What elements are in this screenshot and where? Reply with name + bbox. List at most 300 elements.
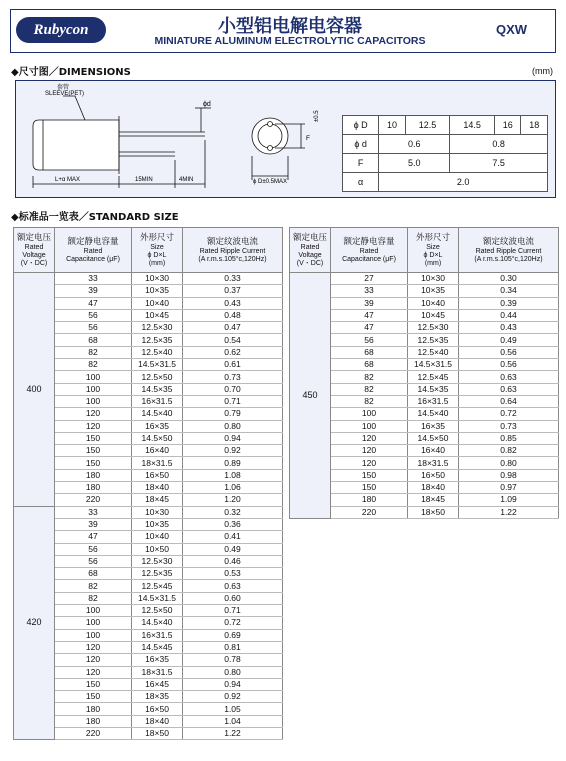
table-row — [14, 703, 283, 715]
table-row — [14, 691, 283, 703]
table-row — [290, 273, 559, 285]
table-row — [290, 420, 559, 432]
capacitance-cell: 39 — [55, 518, 132, 530]
size-header-line: Size — [426, 243, 440, 251]
capacitance-header-line: Rated — [83, 247, 103, 255]
dim-header-phiD: ϕ D — [343, 116, 379, 135]
size-cell: 10×35 — [408, 285, 459, 297]
capacitance-header — [55, 228, 132, 273]
volt-header-line: Voltage — [22, 251, 46, 259]
size-cell: 14.5×50 — [408, 432, 459, 444]
dimensions-unit: (mm) — [532, 66, 553, 76]
ripple-cell: 0.70 — [183, 383, 283, 395]
size-cell: 10×30 — [132, 273, 183, 285]
volt-header-line: Voltage — [298, 251, 322, 259]
size-header-line: ϕ D×L — [423, 251, 443, 259]
ripple-cell: 0.80 — [459, 457, 559, 469]
ripple-cell: 1.04 — [183, 715, 283, 727]
table-row — [14, 641, 283, 653]
ripple-cell: 0.92 — [183, 691, 283, 703]
table-row — [14, 334, 283, 346]
capacitance-cell: 150 — [331, 482, 408, 494]
ripple-cell: 0.43 — [183, 297, 283, 309]
capacitance-cell: 150 — [55, 691, 132, 703]
ripple-cell: 1.20 — [183, 494, 283, 506]
volt-header-line: Rated — [300, 243, 320, 251]
size-cell: 12.5×50 — [132, 371, 183, 383]
standard-size-title: ◆标准品一览表／STANDARD SIZE — [11, 212, 179, 223]
table-row — [14, 506, 283, 518]
table-row — [14, 518, 283, 530]
ripple-cell: 0.56 — [459, 346, 559, 358]
table-row — [14, 568, 283, 580]
table-row — [14, 420, 283, 432]
ripple-cell: 0.63 — [459, 383, 559, 395]
ripple-cell: 0.97 — [459, 482, 559, 494]
table-row — [14, 605, 283, 617]
ripple-cell: 0.94 — [183, 678, 283, 690]
capacitance-cell: 56 — [55, 555, 132, 567]
capacitance-cell: 68 — [331, 346, 408, 358]
table-row — [14, 715, 283, 727]
dimension-table — [342, 115, 548, 192]
size-cell: 18×40 — [132, 482, 183, 494]
size-cell: 12.5×30 — [132, 555, 183, 567]
ripple-header — [183, 228, 283, 273]
capacitance-header-line: 额定静电容量 — [67, 236, 119, 247]
size-cell: 16×35 — [132, 420, 183, 432]
capacitance-cell: 47 — [55, 531, 132, 543]
ripple-header-line: 额定纹波电流 — [206, 236, 258, 247]
size-cell: 12.5×50 — [132, 605, 183, 617]
ripple-cell: 0.71 — [183, 605, 283, 617]
ripple-cell: 0.80 — [183, 666, 283, 678]
rubycon-logo: Rubycon — [16, 17, 106, 43]
capacitance-header — [331, 228, 408, 273]
size-cell: 16×45 — [132, 678, 183, 690]
capacitance-header-line: Rated — [359, 247, 379, 255]
table-row — [14, 273, 283, 285]
capacitance-cell: 180 — [55, 482, 132, 494]
table-row — [14, 383, 283, 395]
size-cell: 10×30 — [408, 273, 459, 285]
table-row — [290, 322, 559, 334]
table-row — [290, 395, 559, 407]
capacitance-cell: 180 — [331, 494, 408, 506]
ripple-header-line: (A r.m.s.105°c,120Hz) — [198, 255, 267, 263]
capacitance-cell: 120 — [55, 641, 132, 653]
ripple-cell: 0.82 — [459, 445, 559, 457]
table-row — [14, 666, 283, 678]
ripple-cell: 0.48 — [183, 309, 283, 321]
title-english: MINIATURE ALUMINUM ELECTROLYTIC CAPACITORS — [154, 35, 426, 47]
table-row — [290, 482, 559, 494]
capacitance-cell: 82 — [55, 580, 132, 592]
table-row — [14, 285, 283, 297]
ripple-cell: 0.34 — [459, 285, 559, 297]
size-cell: 18×31.5 — [132, 666, 183, 678]
diameter-label: ϕ D±0.5MAX — [253, 179, 287, 185]
table-row — [14, 457, 283, 469]
ripple-cell: 0.61 — [183, 359, 283, 371]
table-row — [290, 432, 559, 444]
size-cell: 10×40 — [132, 531, 183, 543]
ripple-header-line: (A r.m.s.105°c,120Hz) — [474, 255, 543, 263]
table-row — [14, 359, 283, 371]
series-code: QXW — [496, 22, 528, 37]
size-cell: 14.5×31.5 — [132, 359, 183, 371]
ripple-cell: 0.98 — [459, 469, 559, 481]
capacitance-cell: 68 — [55, 568, 132, 580]
size-header — [132, 228, 183, 273]
table-row — [14, 580, 283, 592]
capacitance-cell: 33 — [55, 273, 132, 285]
ripple-cell: 0.53 — [183, 568, 283, 580]
size-cell: 18×40 — [132, 715, 183, 727]
table-row — [14, 543, 283, 555]
size-cell: 12.5×45 — [408, 371, 459, 383]
table-row — [14, 346, 283, 358]
size-cell: 14.5×31.5 — [132, 592, 183, 604]
ripple-cell: 0.41 — [183, 531, 283, 543]
table-row — [14, 297, 283, 309]
ripple-cell: 1.08 — [183, 469, 283, 481]
size-cell: 14.5×45 — [132, 641, 183, 653]
size-cell: 16×35 — [132, 654, 183, 666]
ripple-cell: 1.09 — [459, 494, 559, 506]
ripple-cell: 0.54 — [183, 334, 283, 346]
table-row — [14, 531, 283, 543]
size-cell: 16×31.5 — [408, 395, 459, 407]
size-header-line: ϕ D×L — [147, 251, 167, 259]
size-cell: 10×50 — [132, 543, 183, 555]
size-cell: 12.5×35 — [408, 334, 459, 346]
ripple-cell: 0.72 — [183, 617, 283, 629]
ripple-cell: 0.89 — [183, 457, 283, 469]
ripple-header — [459, 228, 559, 273]
dim-header-10: 10 — [379, 116, 406, 135]
table-row — [14, 592, 283, 604]
capacitance-cell: 100 — [55, 629, 132, 641]
size-cell: 14.5×40 — [408, 408, 459, 420]
dim-header-18: 18 — [521, 116, 548, 135]
ripple-cell: 1.22 — [459, 506, 559, 518]
size-cell: 16×31.5 — [132, 395, 183, 407]
dim-header-14-5: 14.5 — [450, 116, 495, 135]
capacitance-cell: 120 — [55, 408, 132, 420]
ripple-cell: 0.78 — [183, 654, 283, 666]
capacitance-cell: 39 — [55, 285, 132, 297]
voltage-cell: 400 — [14, 273, 55, 507]
capacitance-cell: 82 — [331, 371, 408, 383]
dim-row-label: α — [343, 173, 379, 192]
voltage-cell: 450 — [290, 273, 331, 519]
table-row — [290, 383, 559, 395]
size-cell: 12.5×45 — [132, 580, 183, 592]
dim-row-label: F — [343, 154, 379, 173]
volt-header — [14, 228, 55, 273]
table-row — [14, 432, 283, 444]
size-cell: 18×45 — [408, 494, 459, 506]
dim-cell: 5.0 — [379, 154, 450, 173]
capacitance-cell: 47 — [331, 309, 408, 321]
size-cell: 14.5×50 — [132, 432, 183, 444]
capacitance-cell: 150 — [331, 469, 408, 481]
capacitance-cell: 100 — [331, 420, 408, 432]
ripple-cell: 0.49 — [459, 334, 559, 346]
ripple-cell: 0.56 — [459, 359, 559, 371]
dim-cell: 2.0 — [379, 173, 548, 192]
size-header-line: 外形尺寸 — [139, 232, 174, 243]
capacitance-cell: 180 — [55, 469, 132, 481]
capacitance-cell: 82 — [331, 383, 408, 395]
table-row — [14, 727, 283, 739]
title-chinese: 小型铝电解电容器 — [218, 16, 362, 37]
size-cell: 18×31.5 — [408, 457, 459, 469]
size-cell: 18×50 — [132, 727, 183, 739]
table-row — [290, 334, 559, 346]
size-cell: 10×40 — [408, 297, 459, 309]
size-cell: 12.5×35 — [132, 568, 183, 580]
table-row — [290, 408, 559, 420]
ripple-cell: 0.37 — [183, 285, 283, 297]
volt-header-line: 额定电压 — [16, 232, 51, 243]
size-cell: 12.5×30 — [408, 322, 459, 334]
volt-header-line: 额定电压 — [292, 232, 327, 243]
table-row — [290, 297, 559, 309]
table-row — [290, 494, 559, 506]
size-cell: 18×35 — [132, 691, 183, 703]
capacitance-cell: 33 — [331, 285, 408, 297]
size-cell: 14.5×40 — [132, 408, 183, 420]
capacitance-cell: 180 — [55, 703, 132, 715]
lead-spacing-label: F — [306, 135, 310, 142]
ripple-cell: 1.05 — [183, 703, 283, 715]
table-row — [14, 482, 283, 494]
size-cell: 16×35 — [408, 420, 459, 432]
ripple-cell: 1.22 — [183, 727, 283, 739]
capacitance-cell: 56 — [331, 334, 408, 346]
ripple-cell: 0.36 — [183, 518, 283, 530]
table-row — [290, 457, 559, 469]
capacitance-cell: 56 — [55, 543, 132, 555]
ripple-cell: 0.69 — [183, 629, 283, 641]
ripple-cell: 0.63 — [183, 580, 283, 592]
size-cell: 18×31.5 — [132, 457, 183, 469]
table-row — [14, 469, 283, 481]
ripple-cell: 0.92 — [183, 445, 283, 457]
standard-table-right — [289, 227, 559, 519]
size-cell: 10×35 — [132, 518, 183, 530]
table-row — [14, 371, 283, 383]
capacitance-cell: 120 — [331, 445, 408, 457]
size-cell: 12.5×30 — [132, 322, 183, 334]
table-row — [14, 654, 283, 666]
ripple-cell: 0.79 — [183, 408, 283, 420]
capacitance-cell: 82 — [55, 359, 132, 371]
size-cell: 16×50 — [132, 469, 183, 481]
size-cell: 14.5×35 — [408, 383, 459, 395]
ripple-header-line: Rated Ripple Current — [475, 247, 542, 255]
ripple-header-line: Rated Ripple Current — [199, 247, 266, 255]
capacitance-cell: 82 — [55, 346, 132, 358]
size-cell: 16×40 — [408, 445, 459, 457]
ripple-header-line: 额定纹波电流 — [482, 236, 534, 247]
dimensions-title: ◆尺寸图／DIMENSIONS — [11, 67, 131, 78]
table-row — [290, 371, 559, 383]
dim-cell: 0.8 — [450, 135, 548, 154]
capacitance-cell: 120 — [331, 457, 408, 469]
capacitance-cell: 220 — [55, 494, 132, 506]
sleeve-label-en: SLEEVE(PET) — [45, 91, 85, 97]
size-cell: 12.5×40 — [408, 346, 459, 358]
capacitance-cell: 100 — [55, 371, 132, 383]
capacitance-cell: 150 — [55, 432, 132, 444]
table-row — [14, 494, 283, 506]
table-row — [14, 309, 283, 321]
standard-table-left — [13, 227, 283, 740]
ripple-cell: 0.44 — [459, 309, 559, 321]
dim-header-12-5: 12.5 — [405, 116, 450, 135]
table-row — [290, 359, 559, 371]
size-cell: 16×40 — [132, 445, 183, 457]
capacitance-cell: 150 — [55, 445, 132, 457]
volt-header-line: Rated — [24, 243, 44, 251]
capacitance-cell: 100 — [55, 617, 132, 629]
ripple-cell: 0.49 — [183, 543, 283, 555]
sleeve-label-cn: 套管 — [57, 84, 70, 91]
dim-header-16: 16 — [494, 116, 521, 135]
ripple-cell: 0.60 — [183, 592, 283, 604]
capacitance-cell: 180 — [55, 715, 132, 727]
size-header-line: Size — [150, 243, 164, 251]
table-row — [14, 678, 283, 690]
ripple-cell: 0.73 — [183, 371, 283, 383]
capacitance-cell: 220 — [55, 727, 132, 739]
capacitance-header-line: 额定静电容量 — [343, 236, 395, 247]
table-row — [290, 285, 559, 297]
ripple-cell: 1.06 — [183, 482, 283, 494]
table-row — [14, 395, 283, 407]
min15-label: 15MIN — [135, 177, 153, 183]
table-row — [14, 617, 283, 629]
size-header-line: 外形尺寸 — [415, 232, 450, 243]
capacitance-cell: 150 — [55, 457, 132, 469]
voltage-cell: 420 — [14, 506, 55, 740]
ripple-cell: 0.39 — [459, 297, 559, 309]
capacitance-cell: 68 — [331, 359, 408, 371]
capacitance-cell: 27 — [331, 273, 408, 285]
size-cell: 10×45 — [132, 309, 183, 321]
ripple-cell: 0.85 — [459, 432, 559, 444]
capacitance-cell: 56 — [55, 322, 132, 334]
size-cell: 10×40 — [132, 297, 183, 309]
ripple-cell: 0.63 — [459, 371, 559, 383]
size-cell: 10×35 — [132, 285, 183, 297]
table-row — [290, 309, 559, 321]
length-label: L+α MAX — [55, 177, 80, 183]
capacitance-cell: 68 — [55, 334, 132, 346]
size-cell: 18×50 — [408, 506, 459, 518]
capacitance-cell: 33 — [55, 506, 132, 518]
dim-cell: 0.6 — [379, 135, 450, 154]
table-row — [14, 322, 283, 334]
dim-cell: 7.5 — [450, 154, 548, 173]
ripple-cell: 0.62 — [183, 346, 283, 358]
size-cell: 12.5×35 — [132, 334, 183, 346]
table-row — [14, 445, 283, 457]
table-row — [290, 445, 559, 457]
capacitance-cell: 47 — [331, 322, 408, 334]
capacitance-cell: 39 — [331, 297, 408, 309]
table-row — [14, 629, 283, 641]
capacitance-header-line: Capacitance (μF) — [66, 255, 120, 263]
lead-spacing-tolerance: ±0.5 — [314, 110, 320, 122]
ripple-cell: 0.64 — [459, 395, 559, 407]
size-cell: 18×40 — [408, 482, 459, 494]
ripple-cell: 0.47 — [183, 322, 283, 334]
ripple-cell: 0.30 — [459, 273, 559, 285]
table-row — [290, 346, 559, 358]
capacitance-cell: 120 — [331, 432, 408, 444]
capacitance-cell: 120 — [55, 654, 132, 666]
size-header-line: (mm) — [424, 259, 442, 267]
size-cell: 12.5×40 — [132, 346, 183, 358]
volt-header-line: (V・DC) — [20, 259, 48, 267]
ripple-cell: 0.72 — [459, 408, 559, 420]
ripple-cell: 0.43 — [459, 322, 559, 334]
capacitance-cell: 47 — [55, 297, 132, 309]
size-cell: 16×31.5 — [132, 629, 183, 641]
size-cell: 10×30 — [132, 506, 183, 518]
size-cell: 16×50 — [408, 469, 459, 481]
size-cell: 18×45 — [132, 494, 183, 506]
capacitance-cell: 82 — [331, 395, 408, 407]
capacitance-cell: 100 — [55, 395, 132, 407]
volt-header-line: (V・DC) — [296, 259, 324, 267]
ripple-cell: 0.71 — [183, 395, 283, 407]
ripple-cell: 0.94 — [183, 432, 283, 444]
capacitance-cell: 120 — [55, 420, 132, 432]
lead-diameter-label: ϕd — [203, 101, 211, 108]
table-row — [290, 469, 559, 481]
size-cell: 14.5×31.5 — [408, 359, 459, 371]
table-row — [290, 506, 559, 518]
ripple-cell: 0.32 — [183, 506, 283, 518]
ripple-cell: 0.80 — [183, 420, 283, 432]
capacitance-cell: 120 — [55, 666, 132, 678]
capacitance-cell: 82 — [55, 592, 132, 604]
size-header — [408, 228, 459, 273]
min4-label: 4MIN — [179, 177, 194, 183]
size-cell: 10×45 — [408, 309, 459, 321]
capacitance-cell: 56 — [55, 309, 132, 321]
size-cell: 16×50 — [132, 703, 183, 715]
size-header-line: (mm) — [148, 259, 166, 267]
ripple-cell: 0.73 — [459, 420, 559, 432]
capacitance-cell: 150 — [55, 678, 132, 690]
size-cell: 14.5×35 — [132, 383, 183, 395]
capacitance-cell: 100 — [331, 408, 408, 420]
size-cell: 14.5×40 — [132, 617, 183, 629]
capacitance-cell: 220 — [331, 506, 408, 518]
dim-row-label: ϕ d — [343, 135, 379, 154]
ripple-cell: 0.46 — [183, 555, 283, 567]
capacitance-cell: 100 — [55, 605, 132, 617]
capacitor-drawing — [15, 80, 345, 198]
table-row — [14, 555, 283, 567]
ripple-cell: 0.33 — [183, 273, 283, 285]
